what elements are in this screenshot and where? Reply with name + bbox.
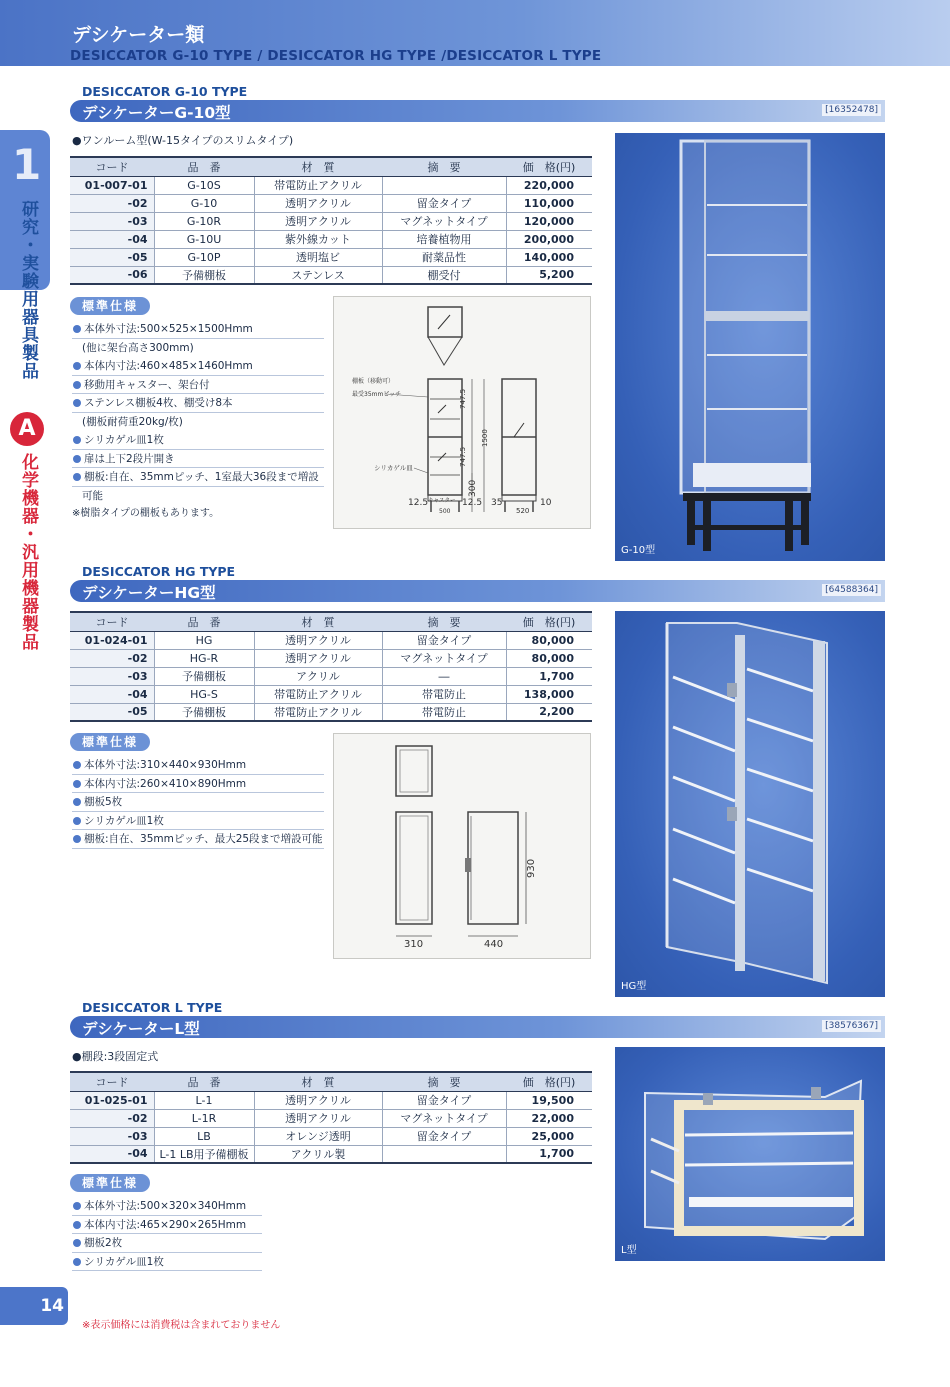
price-cell: 1,700	[506, 667, 592, 685]
spec-item: ステンレス棚板4枚、棚受け8本	[72, 394, 324, 413]
col-model: 品 番	[154, 612, 254, 631]
material-cell: オレンジ透明	[254, 1127, 382, 1145]
col-summary: 摘 要	[382, 157, 506, 176]
model-cell: LB	[154, 1127, 254, 1145]
table-row	[70, 266, 592, 284]
model-cell: 予備棚板	[154, 703, 254, 721]
hg-title: デシケーターHG型	[82, 584, 216, 602]
model-cell: HG-R	[154, 649, 254, 667]
section-title: 化学機器・汎用機器製品	[18, 453, 38, 651]
summary-cell: マグネットタイプ	[382, 1109, 506, 1127]
table-row	[70, 176, 592, 194]
model-cell: HG-S	[154, 685, 254, 703]
l-title: デシケーターL型	[82, 1020, 200, 1038]
summary-cell: 留金タイプ	[382, 1091, 506, 1109]
caster-label: キャスター	[428, 498, 456, 504]
hg-title-bar	[70, 580, 885, 602]
summary-cell	[382, 1145, 506, 1163]
col-summary: 摘 要	[382, 612, 506, 631]
dim-310: 310	[404, 939, 424, 950]
summary-cell: マグネットタイプ	[382, 649, 506, 667]
hg-english-heading: DESICCATOR HG TYPE	[82, 564, 236, 579]
chapter-number: 1	[12, 140, 42, 189]
l-english-heading: DESICCATOR L TYPE	[82, 1000, 223, 1015]
material-cell: 透明アクリル	[254, 212, 382, 230]
table-row	[70, 230, 592, 248]
material-cell: 紫外線カット	[254, 230, 382, 248]
col-price: 価 格(円)	[506, 1072, 592, 1091]
chapter-title: 研究・実験用器具製品	[18, 200, 38, 380]
spec-note: ※樹脂タイプの棚板もあります。	[72, 508, 220, 519]
col-price: 価 格(円)	[506, 157, 592, 176]
l-shelf-note: ●棚段:3段固定式	[72, 1050, 159, 1063]
table-header-row	[70, 612, 592, 631]
spec-item: 移動用キャスター、架台付	[72, 376, 324, 395]
col-code: コード	[70, 612, 154, 631]
g10-catalog-code: [16352478]	[822, 104, 881, 116]
hg-price-table	[70, 611, 592, 722]
price-cell: 5,200	[506, 266, 592, 284]
g10-dimension-drawing	[333, 296, 591, 529]
g10-title-bar	[70, 100, 885, 122]
summary-cell: マグネットタイプ	[382, 212, 506, 230]
model-cell: G-10U	[154, 230, 254, 248]
col-material: 材 質	[254, 1072, 382, 1091]
model-cell: 予備棚板	[154, 266, 254, 284]
summary-cell: 帯電防止	[382, 703, 506, 721]
material-cell: ステンレス	[254, 266, 382, 284]
code-cell: -06	[70, 266, 154, 284]
spec-item: 可能	[82, 489, 103, 502]
code-cell: -03	[70, 667, 154, 685]
dim-35: 35	[491, 498, 503, 508]
table-row	[70, 631, 592, 649]
table-row	[70, 212, 592, 230]
section-letter-badge: A	[10, 412, 44, 446]
price-cell: 80,000	[506, 631, 592, 649]
hg-catalog-code: [64588364]	[822, 584, 881, 596]
spec-item: 棚板:自在、35mmピッチ、最大25段まで増設可能	[72, 830, 324, 849]
spec-item: 本体内寸法:460×485×1460Hmm	[72, 357, 324, 376]
spec-item: シリカゲル皿1枚	[72, 431, 324, 450]
model-cell: L-1	[154, 1091, 254, 1109]
material-cell: 帯電防止アクリル	[254, 176, 382, 194]
spec-item: 棚板:自在、35mmピッチ、1室最大36段まで増設	[72, 468, 324, 487]
dim-300: 300	[468, 479, 478, 497]
spec-item: 本体外寸法:500×320×340Hmm	[72, 1197, 262, 1216]
tax-footnote: ※表示価格には消費税は含まれておりません	[82, 1320, 281, 1331]
page-title: デシケーター類	[72, 24, 205, 46]
shelf-note: 棚板（移動可）	[352, 378, 395, 385]
dim-747-lower: 747.5	[459, 446, 467, 467]
code-cell: -04	[70, 685, 154, 703]
g10-standard-spec-label: 標準仕様	[70, 297, 150, 315]
dim-10: 10	[540, 498, 552, 508]
g10-english-heading: DESICCATOR G-10 TYPE	[82, 84, 248, 99]
table-row	[70, 248, 592, 266]
g10-photo-caption: G-10型	[621, 545, 656, 556]
hg-dimension-drawing	[333, 733, 591, 959]
col-code: コード	[70, 1072, 154, 1091]
model-cell: G-10S	[154, 176, 254, 194]
material-cell: 透明アクリル	[254, 194, 382, 212]
summary-cell: 培養植物用	[382, 230, 506, 248]
summary-cell	[382, 176, 506, 194]
table-row	[70, 1109, 592, 1127]
material-cell: アクリル製	[254, 1145, 382, 1163]
table-row	[70, 194, 592, 212]
code-cell: -02	[70, 194, 154, 212]
material-cell: 透明アクリル	[254, 1109, 382, 1127]
table-row	[70, 703, 592, 721]
g10-spec-list	[72, 320, 324, 524]
price-cell: 80,000	[506, 649, 592, 667]
spec-item: (棚板耐荷重20kg/枚)	[82, 415, 183, 428]
model-cell: G-10R	[154, 212, 254, 230]
code-cell: -03	[70, 1127, 154, 1145]
price-cell: 19,500	[506, 1091, 592, 1109]
spec-item: シリカゲル皿1枚	[72, 812, 324, 831]
col-model: 品 番	[154, 157, 254, 176]
price-cell: 140,000	[506, 248, 592, 266]
dim-930: 930	[526, 858, 537, 878]
code-cell: 01-024-01	[70, 631, 154, 649]
table-row	[70, 667, 592, 685]
model-cell: HG	[154, 631, 254, 649]
summary-cell: 留金タイプ	[382, 631, 506, 649]
price-cell: 22,000	[506, 1109, 592, 1127]
dim-12-5-right: 12.5	[462, 498, 483, 508]
table-header-row	[70, 1072, 592, 1091]
code-cell: -02	[70, 1109, 154, 1127]
l-price-table	[70, 1071, 592, 1164]
hg-product-photo	[615, 611, 885, 997]
dim-12-5-left: 12.5	[408, 498, 429, 508]
price-cell: 120,000	[506, 212, 592, 230]
table-row	[70, 1127, 592, 1145]
spec-item: 扉は上下2段片開き	[72, 450, 324, 469]
code-cell: -03	[70, 212, 154, 230]
silica-label: シリカゲル皿	[374, 464, 413, 472]
g10-title: デシケーターG-10型	[82, 104, 231, 122]
spec-item: シリカゲル皿1枚	[72, 1253, 262, 1272]
table-row	[70, 1091, 592, 1109]
col-code: コード	[70, 157, 154, 176]
material-cell: 透明アクリル	[254, 649, 382, 667]
col-model: 品 番	[154, 1072, 254, 1091]
price-cell: 110,000	[506, 194, 592, 212]
model-cell: G-10	[154, 194, 254, 212]
page-number: 14	[0, 1287, 68, 1325]
l-title-bar	[70, 1016, 885, 1038]
dim-1500: 1500	[481, 429, 489, 447]
material-cell: アクリル	[254, 667, 382, 685]
spec-item: 棚板2枚	[72, 1234, 262, 1253]
material-cell: 透明塩ビ	[254, 248, 382, 266]
col-price: 価 格(円)	[506, 612, 592, 631]
g10-product-photo	[615, 133, 885, 561]
table-row	[70, 649, 592, 667]
col-summary: 摘 要	[382, 1072, 506, 1091]
col-material: 材 質	[254, 612, 382, 631]
dim-500: 500	[439, 508, 451, 515]
material-cell: 帯電防止アクリル	[254, 703, 382, 721]
price-cell: 25,000	[506, 1127, 592, 1145]
l-catalog-code: [38576367]	[822, 1020, 881, 1032]
dim-440: 440	[484, 939, 504, 950]
price-cell: 2,200	[506, 703, 592, 721]
dim-520: 520	[516, 507, 530, 515]
g10-type-note: ●ワンルーム型(W-15タイプのスリムタイプ)	[72, 134, 294, 147]
g10-price-table	[70, 156, 592, 285]
hg-spec-list	[72, 756, 324, 849]
model-cell: 予備棚板	[154, 667, 254, 685]
material-cell: 帯電防止アクリル	[254, 685, 382, 703]
l-spec-list	[72, 1197, 262, 1271]
code-cell: -04	[70, 230, 154, 248]
col-material: 材 質	[254, 157, 382, 176]
code-cell: 01-025-01	[70, 1091, 154, 1109]
shelf-pitch-note: 最受35mmピッチ	[352, 391, 402, 398]
code-cell: 01-007-01	[70, 176, 154, 194]
spec-item: 本体内寸法:260×410×890Hmm	[72, 775, 324, 794]
model-cell: L-1 LB用予備棚板	[154, 1145, 254, 1163]
model-cell: G-10P	[154, 248, 254, 266]
price-cell: 138,000	[506, 685, 592, 703]
spec-item: 本体外寸法:310×440×930Hmm	[72, 756, 324, 775]
table-header-row	[70, 157, 592, 176]
material-cell: 透明アクリル	[254, 1091, 382, 1109]
l-photo-caption: L型	[621, 1245, 637, 1256]
table-row	[70, 685, 592, 703]
spec-item: 本体内寸法:465×290×265Hmm	[72, 1216, 262, 1235]
hg-standard-spec-label: 標準仕様	[70, 733, 150, 751]
summary-cell: 帯電防止	[382, 685, 506, 703]
spec-item: 本体外寸法:500×525×1500Hmm	[72, 320, 324, 339]
price-cell: 1,700	[506, 1145, 592, 1163]
summary-cell: ―	[382, 667, 506, 685]
summary-cell: 耐薬品性	[382, 248, 506, 266]
spec-item: (他に架台高さ300mm)	[82, 341, 194, 354]
code-cell: -04	[70, 1145, 154, 1163]
model-cell: L-1R	[154, 1109, 254, 1127]
summary-cell: 留金タイプ	[382, 1127, 506, 1145]
l-product-photo	[615, 1047, 885, 1261]
l-standard-spec-label: 標準仕様	[70, 1174, 150, 1192]
table-row	[70, 1145, 592, 1163]
summary-cell: 棚受付	[382, 266, 506, 284]
price-cell: 220,000	[506, 176, 592, 194]
spec-item: 棚板5枚	[72, 793, 324, 812]
summary-cell: 留金タイプ	[382, 194, 506, 212]
code-cell: -05	[70, 248, 154, 266]
material-cell: 透明アクリル	[254, 631, 382, 649]
page-subtitle: DESICCATOR G-10 TYPE / DESICCATOR HG TYPE /DESICCATOR L TYPE	[70, 48, 602, 64]
price-cell: 200,000	[506, 230, 592, 248]
code-cell: -02	[70, 649, 154, 667]
hg-photo-caption: HG型	[621, 981, 647, 992]
dim-747-upper: 747.5	[459, 388, 467, 409]
code-cell: -05	[70, 703, 154, 721]
